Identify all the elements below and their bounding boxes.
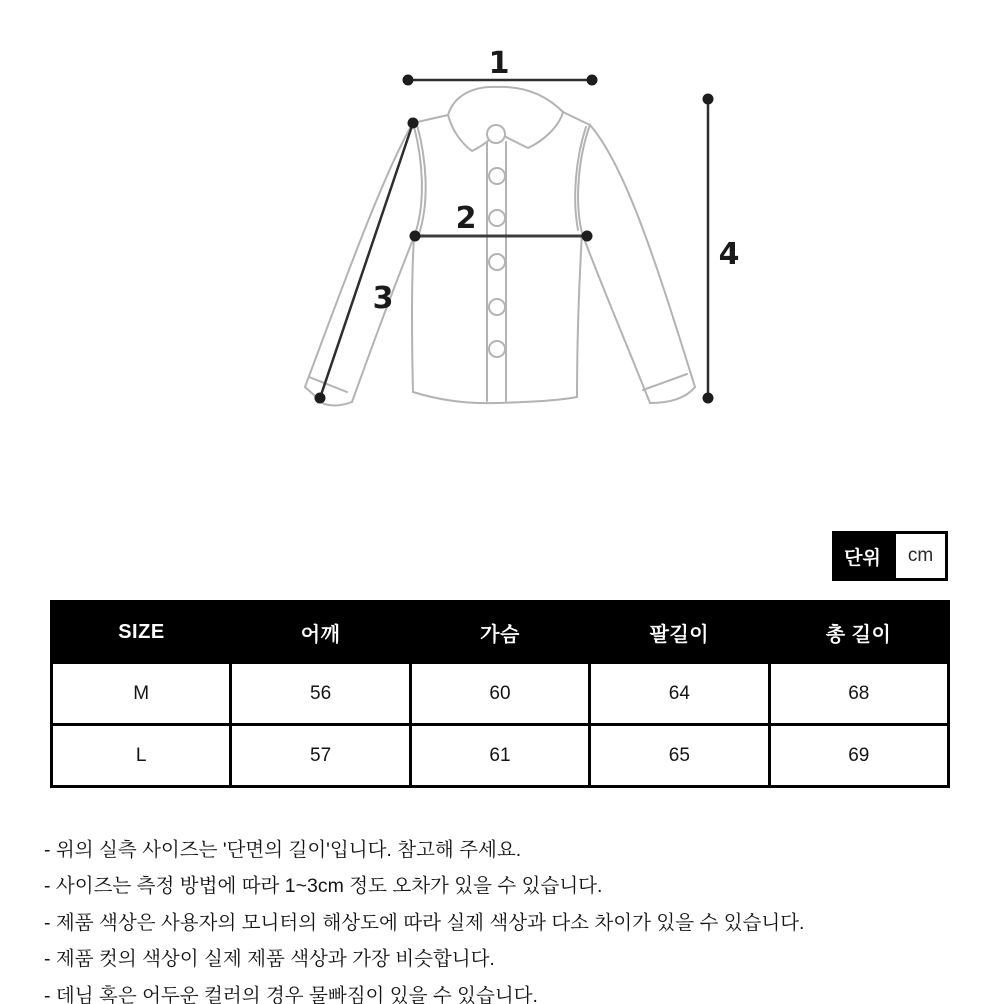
measure-label-3: 3 [372,281,394,316]
note-line: - 데님 혹은 어두운 컬러의 경우 물빠짐이 있을 수 있습니다. [44,984,538,1004]
measure-label-4: 4 [718,237,740,272]
column-header-size: SIZE [52,602,231,663]
measure-line-shoulder [403,46,598,86]
size-table-header-row [52,602,949,663]
value-cell: 65 [590,725,769,787]
value-cell: 57 [231,725,410,787]
note-line: - 제품 컷의 색상이 실제 제품 색상과 가장 비슷합니다. [44,948,495,971]
column-header-length: 총 길이 [769,602,948,663]
shirt-buttons [487,125,505,357]
column-header-chest: 가슴 [410,602,589,663]
size-cell: M [52,663,231,725]
unit-value: cm [893,531,948,581]
measure-label-2: 2 [455,201,477,236]
value-cell: 64 [590,663,769,725]
value-cell: 68 [769,663,948,725]
measure-line-length [703,94,740,404]
note-line: - 위의 실측 사이즈는 '단면의 길이'입니다. 참고해 주세요. [44,839,522,861]
column-header-shoulder: 어깨 [231,602,410,663]
table-row-m [52,663,949,725]
table-row-l [52,725,949,787]
unit-box [832,531,948,581]
size-table [50,600,950,788]
value-cell: 60 [410,663,589,725]
shirt-measurement-diagram [280,30,760,450]
unit-label: 단위 [832,531,893,581]
note-line: - 사이즈는 측정 방법에 따라 1~3cm 정도 오차가 있을 수 있습니다. [44,875,603,898]
value-cell: 69 [769,725,948,787]
measure-label-1: 1 [488,46,510,81]
note-line: - 제품 색상은 사용자의 모니터의 해상도에 따라 실제 색상과 다소 차이가 있을 수 있습니다. [44,911,805,934]
value-cell: 56 [231,663,410,725]
column-header-sleeve: 팔길이 [590,602,769,663]
size-cell: L [52,725,231,787]
value-cell: 61 [410,725,589,787]
notes-section [44,832,804,1004]
